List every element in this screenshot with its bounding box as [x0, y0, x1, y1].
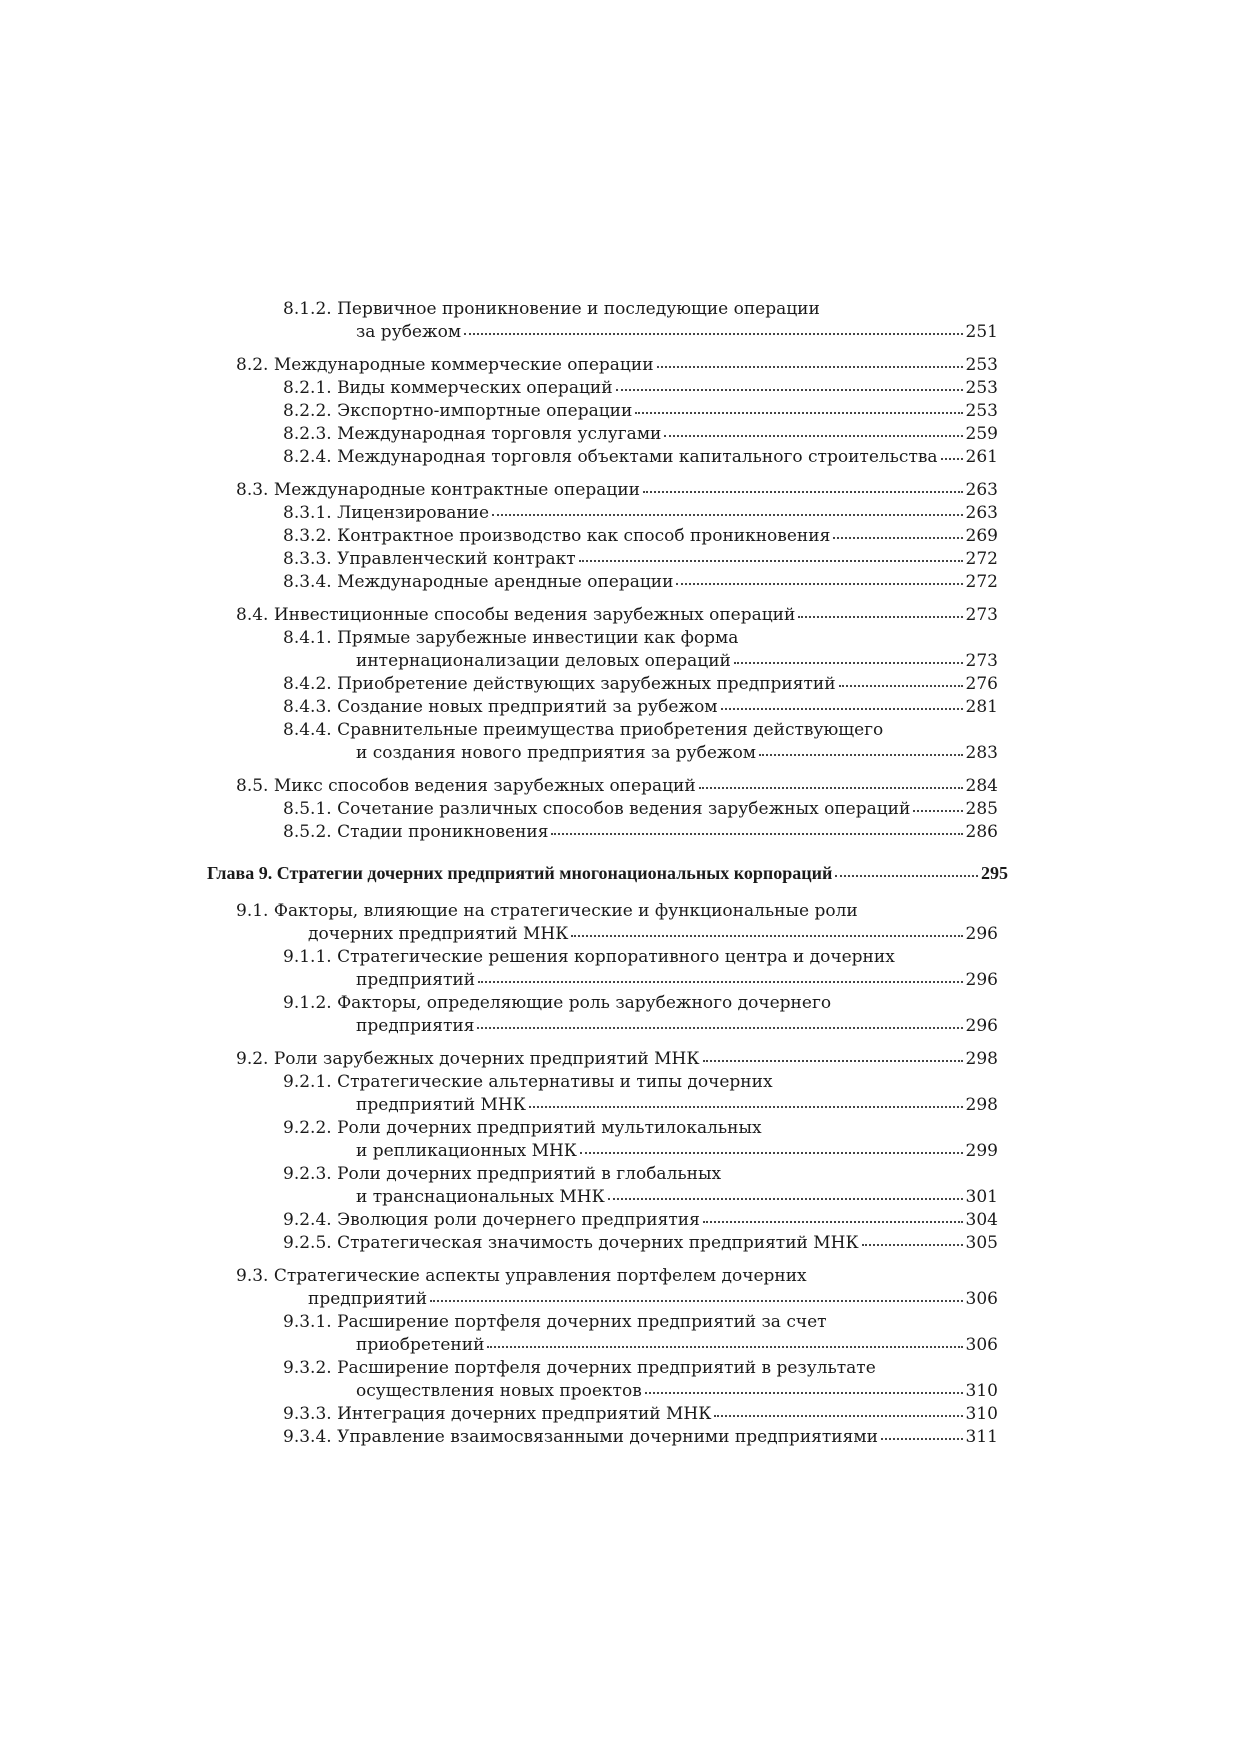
toc-entry-9-3-4[interactable]	[283, 1426, 998, 1449]
page-number: 253	[965, 401, 998, 421]
toc-section-9-2[interactable]	[236, 1048, 998, 1071]
leader-dots	[643, 481, 963, 495]
leader-dots	[941, 448, 963, 462]
page-number: 284	[965, 776, 998, 796]
toc-entry-8-2-2[interactable]	[283, 400, 998, 423]
toc-entry-8-5-1[interactable]	[283, 798, 998, 821]
toc-entry-9-1-2-line1[interactable]: 9.1.2. Факторы, определяющие роль зарубежного дочернего	[283, 993, 832, 1013]
toc-entry-9-3-2[interactable]	[356, 1380, 998, 1403]
leader-dots	[464, 323, 962, 337]
toc-section-9-1-line1[interactable]: 9.1. Факторы, влияющие на стратегические и функциональные роли	[236, 901, 858, 921]
toc-entry-8-5-2[interactable]	[283, 821, 998, 844]
toc-section-8-2[interactable]	[236, 354, 998, 377]
leader-dots	[913, 800, 962, 814]
page-number: 259	[965, 424, 998, 444]
leader-dots	[676, 573, 962, 587]
page-number: 298	[965, 1095, 998, 1115]
page-number: 305	[965, 1233, 998, 1253]
page-number: 310	[965, 1381, 998, 1401]
page-number: 311	[965, 1427, 998, 1447]
leader-dots	[881, 1428, 963, 1442]
page-number: 261	[965, 447, 998, 467]
leader-dots	[833, 527, 962, 541]
toc-entry-title: 8.3.3. Управленческий контракт	[283, 549, 576, 569]
page-number: 272	[965, 549, 998, 569]
leader-dots	[477, 1017, 962, 1031]
leader-dots	[703, 1211, 963, 1225]
page-number: 251	[965, 322, 998, 342]
toc-entry-8-2-3[interactable]	[283, 423, 998, 446]
page-number: 276	[965, 674, 998, 694]
toc-entry-title: 8.5.1. Сочетание различных способов ведения зарубежных операций	[283, 799, 911, 819]
leader-dots	[616, 379, 963, 393]
toc-entry-title: 9.2. Роли зарубежных дочерних предприятий МНК	[236, 1049, 700, 1069]
toc-entry-9-2-2[interactable]	[356, 1140, 998, 1163]
toc-entry-8-2-4[interactable]	[283, 446, 998, 469]
toc-entry-title: 8.3.1. Лицензирование	[283, 503, 490, 523]
toc-group-8-4	[236, 604, 998, 765]
toc-entry-title: за рубежом	[356, 322, 462, 342]
toc-entry-title: 8.2.2. Экспортно-импортные операции	[283, 401, 633, 421]
leader-dots	[703, 1050, 963, 1064]
leader-dots	[580, 1142, 963, 1156]
toc-entry-9-1-1-line1[interactable]: 9.1.1. Стратегические решения корпоративного центра и дочерних	[283, 947, 895, 967]
toc-group-8-5	[236, 775, 998, 844]
leader-dots	[657, 356, 963, 370]
toc-entry-9-2-1[interactable]	[356, 1094, 998, 1117]
toc-entry-9-3-2-line1[interactable]: 9.3.2. Расширение портфеля дочерних предприятий в результате	[283, 1358, 876, 1378]
chapter-title: Глава 9. Стратегии дочерних предприятий многонациональных корпораций	[207, 863, 833, 883]
toc-entry-title: осуществления новых проектов	[356, 1381, 642, 1401]
toc-group-9-2	[236, 1048, 998, 1255]
page-number: 286	[965, 822, 998, 842]
leader-dots	[835, 865, 978, 879]
page-number: 253	[965, 378, 998, 398]
toc-entry-8-3-2[interactable]	[283, 525, 998, 548]
toc-entry-title: и создания нового предприятия за рубежом	[356, 743, 757, 763]
toc-entry-9-3-1-line1[interactable]: 9.3.1. Расширение портфеля дочерних предприятий за счет	[283, 1312, 827, 1332]
leader-dots	[664, 425, 962, 439]
toc-entry-title: 8.4.2. Приобретение действующих зарубежных предприятий	[283, 674, 836, 694]
page-number: 304	[965, 1210, 998, 1230]
page-number: 306	[965, 1289, 998, 1309]
toc-entry-8-4-4-line1[interactable]: 8.4.4. Сравнительные преимущества приобретения действующего	[283, 720, 884, 740]
leader-dots	[492, 504, 962, 518]
leader-dots	[734, 652, 963, 666]
leader-dots	[579, 550, 963, 564]
toc-entry-title: 8.2.3. Международная торговля услугами	[283, 424, 662, 444]
toc-entry-title: и репликационных МНК	[356, 1141, 577, 1161]
toc-entry-title: 8.2.1. Виды коммерческих операций	[283, 378, 613, 398]
page-number: 299	[965, 1141, 998, 1161]
toc-entry-title: приобретений	[356, 1335, 485, 1355]
leader-dots	[478, 971, 962, 985]
toc-entry-9-2-1-line1[interactable]: 9.2.1. Стратегические альтернативы и типы дочерних	[283, 1072, 773, 1092]
leader-dots	[635, 402, 962, 416]
toc-section-9-1[interactable]	[308, 923, 998, 946]
page-number: 263	[965, 480, 998, 500]
toc-entry-8-2-1[interactable]	[283, 377, 998, 400]
toc-entry-title: 9.2.4. Эволюция роли дочернего предприятия	[283, 1210, 700, 1230]
toc-entry-9-3-3[interactable]	[283, 1403, 998, 1426]
leader-dots	[571, 925, 962, 939]
toc-entry-9-1-1[interactable]	[356, 969, 998, 992]
toc-entry-title: 9.3.4. Управление взаимосвязанными дочерними предприятиями	[283, 1427, 878, 1447]
page-number: 263	[965, 503, 998, 523]
page-number: 298	[965, 1049, 998, 1069]
toc-entry-9-2-2-line1[interactable]: 9.2.2. Роли дочерних предприятий мультилокальных	[283, 1118, 762, 1138]
toc-entry-9-1-2[interactable]	[356, 1015, 998, 1038]
toc-entry-8-4-2[interactable]	[283, 673, 998, 696]
leader-dots	[798, 606, 962, 620]
toc-entry-title: предприятий МНК	[356, 1095, 526, 1115]
toc-entry-title: 8.2. Международные коммерческие операции	[236, 355, 654, 375]
toc-group-8-2	[236, 354, 998, 469]
toc-entry-title: предприятий	[356, 970, 476, 990]
toc-entry-title: 8.4.3. Создание новых предприятий за рубежом	[283, 697, 718, 717]
leader-dots	[487, 1336, 962, 1350]
page-number: 273	[965, 605, 998, 625]
page-number: 283	[965, 743, 998, 763]
toc-entry-title: предприятий	[308, 1289, 428, 1309]
toc-group-9-3	[236, 1265, 998, 1449]
page-number: 296	[965, 1016, 998, 1036]
toc-group-8-1	[236, 298, 998, 344]
page-number: 296	[965, 924, 998, 944]
toc-entry-8-4-1-line1[interactable]: 8.4.1. Прямые зарубежные инвестиции как форма	[283, 628, 739, 648]
leader-dots	[839, 675, 963, 689]
toc-entry-8-1-2[interactable]	[356, 321, 998, 344]
leader-dots	[608, 1188, 963, 1202]
page-number: 281	[965, 697, 998, 717]
leader-dots	[714, 1405, 962, 1419]
leader-dots	[721, 698, 963, 712]
toc-section-9-3[interactable]	[308, 1288, 998, 1311]
toc-entry-title: 9.3.3. Интеграция дочерних предприятий МНК	[283, 1404, 712, 1424]
toc-section-8-3[interactable]	[236, 479, 998, 502]
toc-entry-8-4-4[interactable]	[356, 742, 998, 765]
toc-entry-title: дочерних предприятий МНК	[308, 924, 569, 944]
toc-entry-title: и транснациональных МНК	[356, 1187, 605, 1207]
toc-entry-title: 9.2.5. Стратегическая значимость дочерних предприятий МНК	[283, 1233, 859, 1253]
toc-entry-title: 8.4. Инвестиционные способы ведения зарубежных операций	[236, 605, 796, 625]
page-number: 306	[965, 1335, 998, 1355]
toc-entry-8-3-4[interactable]	[283, 571, 998, 594]
leader-dots	[430, 1290, 962, 1304]
page-number: 253	[965, 355, 998, 375]
toc-entry-9-2-5[interactable]	[283, 1232, 998, 1255]
leader-dots	[699, 777, 963, 791]
toc-entry-8-4-1[interactable]	[356, 650, 998, 673]
leader-dots	[645, 1382, 963, 1396]
table-of-contents	[207, 298, 1008, 1449]
page-number: 296	[965, 970, 998, 990]
toc-entry-title: 8.3.2. Контрактное производство как способ проникновения	[283, 526, 831, 546]
toc-entry-title: 8.3.4. Международные арендные операции	[283, 572, 674, 592]
toc-entry-8-3-1[interactable]	[283, 502, 998, 525]
toc-entry-title: интернационализации деловых операций	[356, 651, 731, 671]
toc-entry-8-4-3[interactable]	[283, 696, 998, 719]
toc-entry-9-2-3-line1[interactable]: 9.2.3. Роли дочерних предприятий в глобальных	[283, 1164, 722, 1184]
toc-entry-title: 8.5.2. Стадии проникновения	[283, 822, 549, 842]
page-number: 269	[965, 526, 998, 546]
toc-section-8-5[interactable]	[236, 775, 998, 798]
toc-entry-title: 8.2.4. Международная торговля объектами капитального строительства	[283, 447, 938, 467]
toc-entry-9-3-1[interactable]	[356, 1334, 998, 1357]
toc-entry-title: предприятия	[356, 1016, 475, 1036]
toc-entry-8-3-3[interactable]	[283, 548, 998, 571]
leader-dots	[551, 823, 962, 837]
page-number: 295	[981, 863, 1008, 883]
toc-entry-8-1-2-line1[interactable]: 8.1.2. Первичное проникновение и последующие операции	[283, 299, 820, 319]
leader-dots	[759, 744, 963, 758]
toc-chapter-9	[207, 862, 1008, 885]
page-number: 301	[965, 1187, 998, 1207]
toc-group-8-3	[236, 479, 998, 594]
toc-section-9-3-line1[interactable]: 9.3. Стратегические аспекты управления портфелем дочерних	[236, 1266, 807, 1286]
leader-dots	[862, 1234, 963, 1248]
toc-chapter-9-entry[interactable]	[207, 862, 1008, 885]
page-number: 272	[965, 572, 998, 592]
toc-entry-9-2-4[interactable]	[283, 1209, 998, 1232]
page-number: 310	[965, 1404, 998, 1424]
page-number: 285	[965, 799, 998, 819]
page-number: 273	[965, 651, 998, 671]
toc-entry-title: 8.3. Международные контрактные операции	[236, 480, 640, 500]
toc-section-8-4[interactable]	[236, 604, 998, 627]
leader-dots	[529, 1096, 963, 1110]
toc-group-9-1	[236, 900, 998, 1038]
toc-entry-title: 8.5. Микс способов ведения зарубежных операций	[236, 776, 696, 796]
toc-entry-9-2-3[interactable]	[356, 1186, 998, 1209]
